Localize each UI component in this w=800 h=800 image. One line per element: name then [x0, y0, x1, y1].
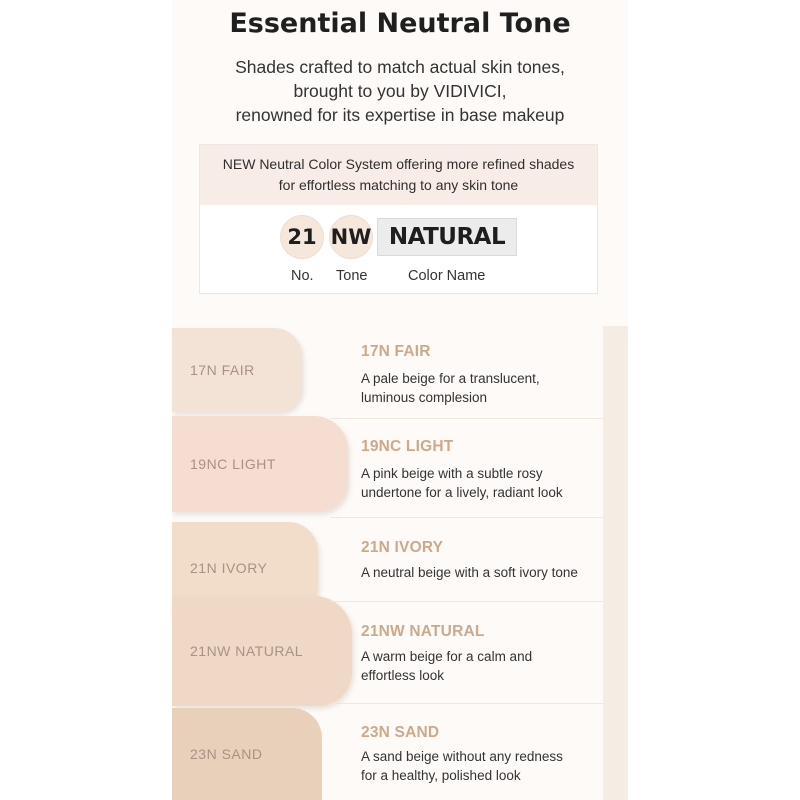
row-divider	[330, 418, 603, 419]
shade-number-badge: 21	[280, 215, 324, 259]
decorative-side-bar	[603, 326, 628, 800]
row-divider	[330, 703, 603, 704]
description-line: undertone for a lively, radiant look	[361, 485, 563, 500]
description-line: A sand beige without any redness	[361, 749, 563, 764]
swatch-label: 17N FAIR	[190, 362, 255, 378]
legend-color-name: Color Name	[408, 268, 486, 284]
shade-title: 23N SAND	[361, 724, 440, 741]
page-title: Essential Neutral Tone	[229, 8, 571, 39]
shade-description	[361, 369, 540, 407]
headline-line: NEW Neutral Color System offering more refined shades	[222, 156, 575, 172]
swatch-23n-sand	[172, 708, 322, 800]
shade-description	[361, 747, 563, 785]
shade-description	[361, 464, 563, 502]
shade-title: 21NW NATURAL	[361, 623, 485, 640]
description-line: effortless look	[361, 668, 445, 683]
description-line: A pale beige for a translucent,	[361, 371, 540, 386]
shade-title: 17N FAIR	[361, 343, 431, 360]
swatch-label: 21NW NATURAL	[190, 643, 304, 659]
description-line: for a healthy, polished look	[361, 768, 521, 783]
tone-badge: NW	[329, 215, 373, 259]
color-system-headline	[200, 145, 597, 205]
description-line: A pink beige with a subtle rosy	[361, 466, 543, 481]
color-name-box: NATURAL	[377, 218, 517, 256]
row-divider	[330, 517, 603, 518]
swatch-21nw-natural	[172, 596, 352, 706]
description-line: A neutral beige with a soft ivory tone	[361, 565, 578, 580]
shade-description	[361, 563, 578, 582]
swatch-label: 23N SAND	[190, 746, 263, 762]
shade-description	[361, 647, 532, 685]
swatch-label: 19NC LIGHT	[190, 456, 276, 472]
shade-title: 21N IVORY	[361, 539, 444, 556]
swatch-label: 21N IVORY	[190, 560, 268, 576]
swatch-17n-fair	[172, 328, 302, 412]
row-divider	[330, 601, 603, 602]
shade-title: 19NC LIGHT	[361, 438, 454, 455]
headline-line: for effortless matching to any skin tone	[278, 177, 519, 193]
subtitle	[172, 55, 628, 127]
legend-tone: Tone	[336, 268, 368, 284]
description-line: A warm beige for a calm and	[361, 649, 533, 664]
description-line: luminous complesion	[361, 390, 488, 405]
subtitle-line: renowned for its expertise in base makeup	[235, 105, 565, 125]
legend-number: No.	[291, 268, 314, 284]
subtitle-line: Shades crafted to match actual skin tones,	[235, 57, 565, 77]
subtitle-line: brought to you by VIDIVICI,	[293, 81, 507, 101]
swatch-19nc-light	[172, 416, 348, 512]
